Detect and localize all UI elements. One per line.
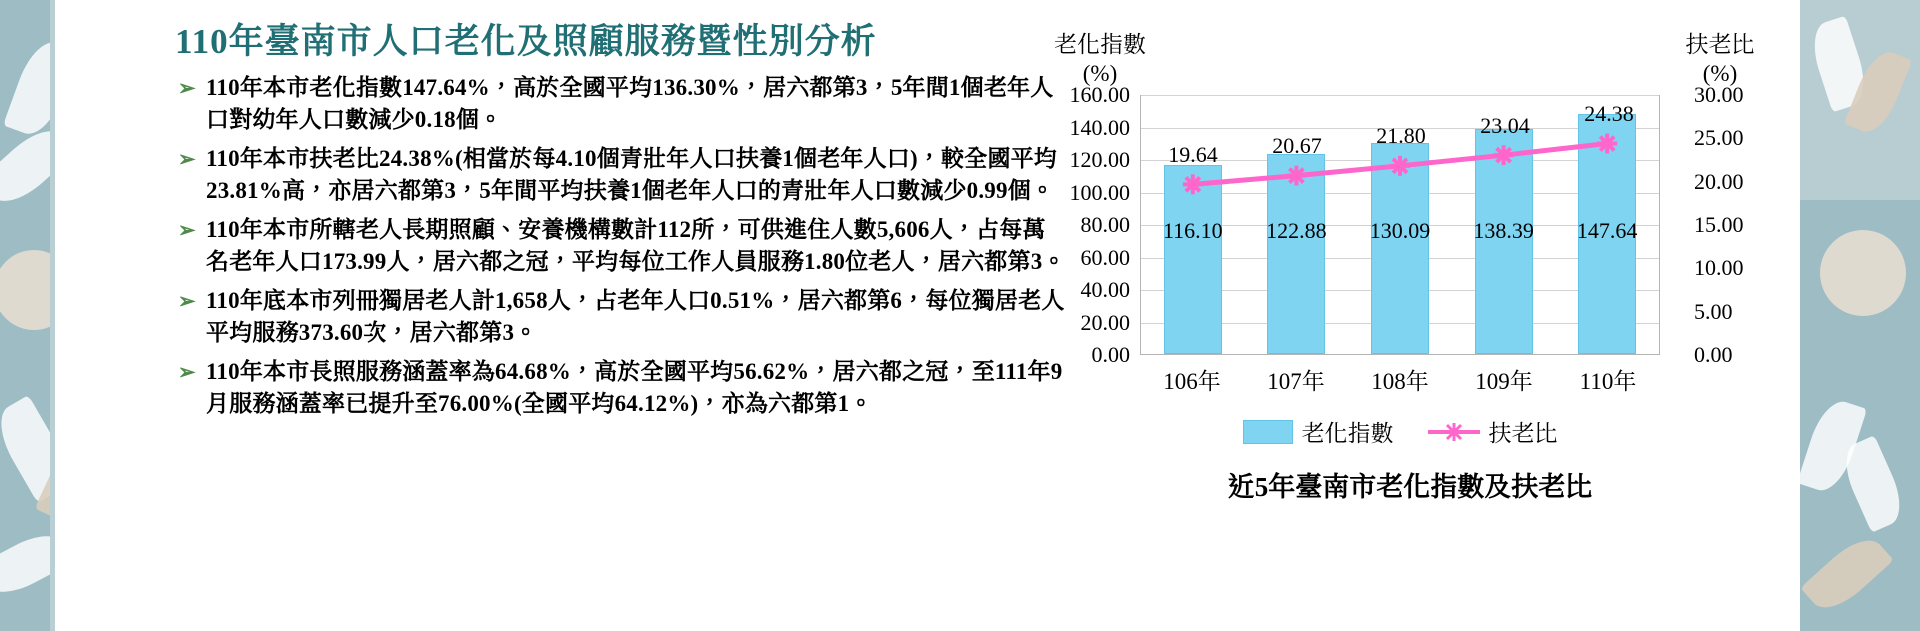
- axis-tick: 20.00: [1694, 168, 1744, 194]
- line-marker[interactable]: [1390, 156, 1410, 176]
- circle-decoration: [1820, 230, 1906, 316]
- list-item: [178, 214, 1068, 278]
- axis-tick: 25.00: [1694, 125, 1744, 151]
- line-marker[interactable]: [1183, 174, 1203, 194]
- bullet-arrow-icon: ➢: [178, 76, 196, 100]
- line-marker[interactable]: [1494, 145, 1514, 165]
- legend-item-line[interactable]: [1428, 415, 1558, 448]
- axis-tick: 160.00: [1069, 82, 1130, 107]
- plot-area: [1040, 82, 1780, 446]
- legend-item-bar[interactable]: [1243, 415, 1394, 448]
- bullet-list: [178, 72, 1068, 427]
- bullet-arrow-icon: ➢: [178, 289, 196, 313]
- list-item: [178, 72, 1068, 136]
- list-item: [178, 285, 1068, 349]
- list-item-text: 110年本市扶老比24.38%(相當於每4.10個青壯年人口扶養1個老年人口)，較全國平均23.81%高，亦居六都第3，5年間平均扶養1個老年人口的青壯年人口數減少0.99個。: [206, 146, 1058, 203]
- axis-tick: 0.00: [1694, 342, 1733, 367]
- axis-tick: 20.00: [1080, 309, 1130, 335]
- leaf-decoration: [1800, 529, 1894, 619]
- right-axis-title: [1660, 30, 1780, 88]
- list-item-text: 110年底本市列冊獨居老人計1,658人，占老年人口0.51%，居六都第6，每位獨居老人平均服務373.60次，居六都第3。: [206, 288, 1065, 345]
- bar-value-label: 130.09: [1369, 218, 1431, 243]
- axis-tick: 140.00: [1069, 114, 1130, 140]
- bullet-arrow-icon: ➢: [178, 218, 196, 242]
- list-item-text: 110年本市所轄老人長期照顧、安養機構數計112所，可供進住人數5,606人，占每萬名老年人口173.99人，居六都之冠，平均每位工作人員服務1.80位老人，居六都第3。: [206, 217, 1066, 274]
- legend-label: 扶老比: [1488, 421, 1558, 446]
- list-item-text: 110年本市長照服務涵蓋率為64.68%，高於全國平均56.62%，居六都之冠，至111年9月服務涵蓋率已提升至76.00%(全國平均64.12%)，亦為六都第1。: [206, 359, 1063, 416]
- axis-tick: 60.00: [1080, 244, 1130, 270]
- legend-label: 老化指數: [1301, 421, 1394, 446]
- legend-line-swatch-icon: [1428, 421, 1480, 443]
- list-item: [178, 356, 1068, 420]
- plot-canvas: [1140, 95, 1660, 355]
- right-axis-title-unit: (%): [1702, 61, 1738, 86]
- line-value-label: 24.38: [1584, 101, 1634, 126]
- x-axis-ticks: [1140, 363, 1660, 396]
- left-decoration-panel: [0, 0, 160, 631]
- left-axis-title-label: 老化指數: [1054, 32, 1146, 57]
- left-axis-title: [1040, 30, 1160, 88]
- axis-tick: 108年: [1371, 369, 1429, 394]
- chart-caption: 近5年臺南市老化指數及扶老比: [1227, 472, 1593, 502]
- axis-tick: 120.00: [1069, 147, 1130, 172]
- line-marker[interactable]: [1597, 134, 1617, 154]
- list-item: [178, 143, 1068, 207]
- left-axis-title-unit: (%): [1082, 61, 1118, 86]
- left-axis-ticks: [1040, 82, 1136, 367]
- page-title: 110年臺南市人口老化及照顧服務暨性別分析: [175, 22, 877, 61]
- axis-tick: 80.00: [1080, 212, 1130, 237]
- list-item-text: 110年本市老化指數147.64%，高於全國平均136.30%，居六都第3，5年間1個老年人口對幼年人口數減少0.18個。: [206, 75, 1054, 132]
- axis-tick: 0.00: [1091, 342, 1130, 367]
- axis-tick: 106年: [1163, 369, 1221, 394]
- line-marker[interactable]: [1286, 166, 1306, 186]
- axis-tick: 10.00: [1694, 255, 1744, 281]
- bullet-arrow-icon: ➢: [178, 360, 196, 384]
- axis-tick: 109年: [1475, 369, 1533, 394]
- line-value-label: 19.64: [1168, 142, 1218, 167]
- chart: [1040, 10, 1780, 620]
- right-axis-title-label: 扶老比: [1685, 32, 1755, 57]
- bar-value-label: 138.39: [1473, 218, 1534, 243]
- right-axis-ticks: [1684, 82, 1780, 367]
- line-value-label: 21.80: [1376, 123, 1426, 148]
- bar-value-label: 147.64: [1576, 218, 1638, 243]
- bar-value-label: 116.10: [1162, 218, 1223, 243]
- bar-value-label: 122.88: [1266, 218, 1327, 243]
- axis-tick: 100.00: [1069, 179, 1130, 205]
- left-curve-shape: [55, 0, 160, 631]
- axis-tick: 30.00: [1694, 82, 1744, 107]
- axis-tick: 110年: [1579, 369, 1637, 394]
- axis-tick: 5.00: [1694, 298, 1733, 324]
- slide-content: [160, 0, 1800, 631]
- axis-tick: 107年: [1267, 369, 1325, 394]
- chart-legend: [1140, 415, 1660, 448]
- bullet-arrow-icon: ➢: [178, 147, 196, 171]
- axis-tick: 40.00: [1080, 277, 1130, 302]
- axis-tick: 15.00: [1694, 212, 1744, 237]
- line-value-label: 20.67: [1272, 133, 1322, 158]
- line-value-label: 23.04: [1480, 113, 1530, 138]
- right-decoration-panel: [1800, 0, 1920, 631]
- legend-bar-swatch-icon: [1243, 420, 1293, 444]
